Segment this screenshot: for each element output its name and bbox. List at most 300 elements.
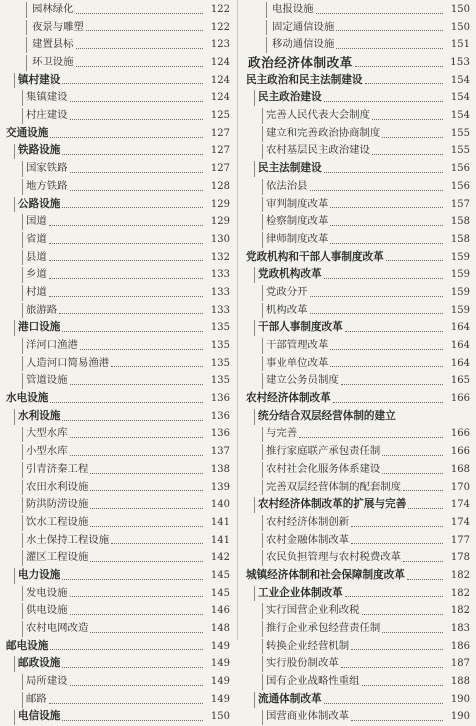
dot-leader: [50, 402, 203, 403]
dot-leader: [330, 225, 443, 226]
dot-leader: [403, 561, 443, 562]
toc-entry-title: 事业单位改革: [244, 355, 330, 373]
toc-entry-page: 124: [206, 54, 230, 72]
toc-entry-page: 166: [446, 425, 470, 443]
dot-leader: [330, 207, 443, 208]
toc-entry[interactable]: [4, 319, 230, 337]
toc-entry-title: 邮电设施: [4, 638, 50, 656]
toc-entry-title: 农田水利设施: [4, 479, 90, 497]
toc-right-column: [244, 1, 470, 726]
toc-entry-title: 引青济秦工程: [4, 461, 90, 479]
toc-entry-page: 146: [206, 602, 230, 620]
toc-entry-title: 农村基层民主政治建设: [244, 142, 372, 160]
toc-entry-page: 148: [206, 620, 230, 638]
dot-leader: [336, 30, 443, 31]
toc-entry[interactable]: [4, 178, 230, 196]
dot-leader: [330, 366, 443, 367]
toc-entry-title: 集镇建设: [4, 89, 70, 107]
toc-entry-page: 135: [206, 355, 230, 373]
toc-entry[interactable]: [4, 143, 230, 161]
toc-entry[interactable]: [4, 426, 230, 444]
dot-leader: [80, 349, 203, 350]
toc-entry[interactable]: [244, 514, 470, 532]
toc-entry[interactable]: [4, 89, 230, 107]
toc-entry-title: 电信设施: [4, 708, 62, 726]
dot-leader: [90, 526, 203, 527]
dot-leader: [310, 296, 443, 297]
dot-leader: [324, 703, 443, 704]
toc-entry[interactable]: [4, 249, 230, 267]
dot-leader: [355, 66, 443, 67]
toc-entry-page: 150: [446, 19, 470, 37]
toc-entry[interactable]: [244, 673, 470, 691]
toc-entry[interactable]: [244, 532, 470, 550]
toc-entry[interactable]: [4, 372, 230, 390]
toc-entry-title: 局所建设: [4, 673, 70, 691]
dot-leader: [50, 649, 203, 650]
toc-entry-page: 153: [446, 54, 470, 72]
toc-entry[interactable]: [244, 355, 470, 373]
dot-leader: [382, 632, 443, 633]
toc-entry-page: 165: [446, 372, 470, 390]
toc-entry[interactable]: [244, 125, 470, 143]
toc-entry[interactable]: [4, 160, 230, 178]
toc-entry[interactable]: [244, 638, 470, 656]
toc-entry-page: 135: [206, 372, 230, 390]
dot-leader: [90, 473, 203, 474]
toc-entry-page: 178: [446, 549, 470, 567]
dot-leader: [310, 190, 443, 191]
dot-leader: [362, 685, 443, 686]
toc-entry-page: 139: [206, 479, 230, 497]
toc-entry-title: 港口设施: [4, 319, 62, 337]
toc-entry-page: 133: [206, 284, 230, 302]
toc-entry[interactable]: [244, 620, 470, 638]
dot-leader: [70, 172, 203, 173]
toc-entry-title: 乡道: [4, 266, 49, 284]
toc-entry-page: 182: [446, 602, 470, 620]
toc-entry-title: 电力设施: [4, 567, 62, 585]
toc-entry-title: 实行股份制改革: [244, 655, 341, 673]
toc-entry[interactable]: [244, 231, 470, 249]
dot-leader: [49, 243, 203, 244]
toc-entry-page: 125: [206, 107, 230, 125]
toc-entry-page: 182: [446, 567, 470, 585]
toc-entry-title: 环卫设施: [4, 54, 76, 72]
toc-entry[interactable]: [244, 426, 470, 444]
toc-entry[interactable]: [244, 302, 470, 320]
dot-leader: [70, 119, 203, 120]
dot-leader: [330, 243, 443, 244]
toc-entry-page: 174: [446, 514, 470, 532]
toc-entry-title: 铁路设施: [4, 142, 62, 160]
toc-entry-page: 145: [206, 567, 230, 585]
dot-leader: [62, 331, 203, 332]
toc-entry-page: 122: [206, 19, 230, 37]
toc-entry[interactable]: [4, 337, 230, 355]
dot-leader: [351, 720, 443, 721]
toc-entry[interactable]: [4, 567, 230, 585]
toc-entry[interactable]: [4, 196, 230, 214]
toc-entry[interactable]: [244, 567, 470, 585]
toc-entry-title: 园林绿化: [4, 1, 76, 19]
toc-entry-page: 164: [446, 337, 470, 355]
toc-entry-title: 农村金融体制改革: [244, 532, 351, 550]
toc-entry[interactable]: [4, 408, 230, 426]
dot-leader: [362, 614, 443, 615]
toc-entry-page: 149: [206, 638, 230, 656]
toc-entry-page: 130: [206, 231, 230, 249]
toc-entry-page: 186: [446, 638, 470, 656]
toc-entry[interactable]: [4, 302, 230, 320]
toc-entry[interactable]: [244, 655, 470, 673]
toc-entry[interactable]: [244, 36, 470, 54]
toc-entry-title: 完善双层经营体制的配套制度: [244, 479, 403, 497]
dot-leader: [70, 455, 203, 456]
toc-entry[interactable]: [4, 461, 230, 479]
dot-leader: [382, 137, 443, 138]
toc-entry-page: 156: [446, 160, 470, 178]
toc-entry[interactable]: [4, 390, 230, 408]
toc-entry[interactable]: [244, 213, 470, 231]
toc-entry-title: 律师制度改革: [244, 231, 330, 249]
toc-entry-title: 发电设施: [4, 585, 70, 603]
toc-entry-title: 农民负担管理与农村税费改革: [244, 549, 403, 567]
toc-entry-page: 157: [446, 196, 470, 214]
toc-entry-page: 127: [206, 125, 230, 143]
toc-entry-page: 133: [206, 302, 230, 320]
toc-entry[interactable]: [244, 143, 470, 161]
dot-leader: [50, 137, 203, 138]
toc-entry-page: 168: [446, 461, 470, 479]
dot-leader: [324, 278, 443, 279]
toc-entry-title: 水土保持工程设施: [4, 532, 111, 550]
toc-entry-page: 166: [446, 443, 470, 461]
dot-leader: [86, 30, 203, 31]
dot-leader: [49, 225, 203, 226]
toc-entry-title: 村道: [4, 284, 49, 302]
dot-leader: [324, 172, 443, 173]
toc-entry-title: 推行家庭联产承包责任制: [244, 443, 382, 461]
dot-leader: [345, 331, 443, 332]
toc-entry[interactable]: [244, 196, 470, 214]
toc-entry-title: 统分结合双层经营体制的建立: [244, 408, 398, 426]
toc-entry-title: 建立公务员制度: [244, 372, 341, 390]
toc-entry-title: 审判制度改革: [244, 196, 330, 214]
dot-leader: [111, 366, 203, 367]
dot-leader: [62, 720, 203, 721]
dot-leader: [341, 384, 443, 385]
toc-entry-title: 机构改革: [244, 302, 310, 320]
toc-entry-page: 155: [446, 142, 470, 160]
toc-left-column: [4, 1, 230, 726]
dot-leader: [407, 579, 443, 580]
toc-entry[interactable]: [244, 549, 470, 567]
dot-leader: [351, 526, 443, 527]
toc-entry[interactable]: [244, 408, 470, 426]
toc-entry-title: 公路设施: [4, 196, 62, 214]
toc-entry[interactable]: [244, 390, 470, 408]
dot-leader: [351, 649, 443, 650]
toc-entry-title: 政治经济体制改革: [244, 54, 355, 72]
toc-entry[interactable]: [4, 479, 230, 497]
toc-entry[interactable]: [4, 549, 230, 567]
dot-leader: [330, 349, 443, 350]
dot-leader: [365, 83, 443, 84]
toc-entry-page: 141: [206, 532, 230, 550]
toc-entry-title: 工业企业体制改革: [244, 585, 345, 603]
toc-entry[interactable]: [244, 319, 470, 337]
toc-entry-title: 村庄建设: [4, 107, 70, 125]
toc-entry-title: 省道: [4, 231, 49, 249]
toc-entry-title: 旅游路: [4, 302, 59, 320]
toc-entry[interactable]: [4, 620, 230, 638]
toc-entry-page: 138: [206, 461, 230, 479]
toc-entry[interactable]: [4, 19, 230, 37]
toc-entry-page: 140: [206, 496, 230, 514]
toc-entry-page: 164: [446, 319, 470, 337]
toc-entry-page: 159: [446, 284, 470, 302]
dot-leader: [70, 685, 203, 686]
toc-entry-title: 电报设施: [244, 1, 316, 19]
toc-entry-title: 与完善: [244, 425, 299, 443]
toc-entry[interactable]: [244, 372, 470, 390]
dot-leader: [70, 614, 203, 615]
toc-entry-page: 159: [446, 302, 470, 320]
toc-entry-title: 农村经济体制改革的扩展与完善: [244, 496, 408, 514]
toc-entry[interactable]: [4, 54, 230, 72]
toc-entry[interactable]: [4, 36, 230, 54]
toc-entry-page: 158: [446, 213, 470, 231]
toc-entry-page: 149: [206, 673, 230, 691]
toc-entry[interactable]: [244, 19, 470, 37]
toc-entry[interactable]: [244, 178, 470, 196]
toc-entry-title: 国家铁路: [4, 160, 70, 178]
toc-entry-page: 151: [446, 36, 470, 54]
toc-entry-page: 154: [446, 72, 470, 90]
toc-entry-page: 124: [206, 89, 230, 107]
toc-entry[interactable]: [244, 1, 470, 19]
toc-entry[interactable]: [4, 355, 230, 373]
toc-entry[interactable]: [4, 72, 230, 90]
toc-entry-title: 防洪防涝设施: [4, 496, 90, 514]
toc-entry[interactable]: [4, 125, 230, 143]
toc-entry[interactable]: [244, 249, 470, 267]
toc-entry[interactable]: [244, 585, 470, 603]
toc-entry-title: 国营商业体制改革: [244, 708, 351, 726]
toc-entry[interactable]: [4, 213, 230, 231]
toc-entry-page: 145: [206, 585, 230, 603]
toc-entry[interactable]: [4, 585, 230, 603]
toc-entry[interactable]: [4, 266, 230, 284]
toc-entry-title: 国道: [4, 213, 49, 231]
dot-leader: [408, 508, 443, 509]
toc-entry-page: 166: [446, 390, 470, 408]
toc-entry[interactable]: [244, 54, 470, 72]
dot-leader: [70, 190, 203, 191]
dot-leader: [76, 48, 203, 49]
dot-leader: [333, 402, 443, 403]
toc-entry-page: 182: [446, 585, 470, 603]
toc-entry[interactable]: [244, 602, 470, 620]
toc-entry-title: 农村社会化服务体系建设: [244, 461, 382, 479]
toc-entry-page: 127: [206, 160, 230, 178]
toc-entry-page: 129: [206, 213, 230, 231]
toc-entry[interactable]: [4, 691, 230, 709]
toc-entry-title: 地方铁路: [4, 178, 70, 196]
dot-leader: [372, 119, 443, 120]
toc-entry[interactable]: [4, 673, 230, 691]
dot-leader: [382, 455, 443, 456]
toc-entry[interactable]: [244, 89, 470, 107]
toc-entry-title: 人造河口简易渔港: [4, 355, 111, 373]
toc-entry[interactable]: [4, 496, 230, 514]
toc-entry-title: 饮水工程设施: [4, 514, 90, 532]
toc-entry-page: 123: [206, 36, 230, 54]
toc-entry[interactable]: [4, 709, 230, 726]
dot-leader: [49, 260, 203, 261]
toc-entry[interactable]: [244, 709, 470, 726]
toc-entry-title: 水电设施: [4, 390, 50, 408]
dot-leader: [310, 313, 443, 314]
toc-entry[interactable]: [4, 532, 230, 550]
toc-entry-title: 党政机构和干部人事制度改革: [244, 249, 386, 267]
toc-entry-title: 水利设施: [4, 408, 62, 426]
dot-leader: [90, 508, 203, 509]
toc-entry-title: 农村经济体制改革: [244, 390, 333, 408]
toc-entry-title: 小型水库: [4, 443, 70, 461]
toc-entry-title: 农村电网改造: [4, 620, 90, 638]
toc-entry[interactable]: [4, 638, 230, 656]
dot-leader: [403, 490, 443, 491]
toc-entry-title: 实行国营企业利改税: [244, 602, 362, 620]
toc-entry-title: 邮路: [4, 691, 49, 709]
toc-entry-page: 128: [206, 178, 230, 196]
dot-leader: [324, 101, 443, 102]
dot-leader: [49, 703, 203, 704]
toc-entry-title: 大型水库: [4, 425, 70, 443]
toc-entry[interactable]: [244, 479, 470, 497]
toc-entry-title: 管道设施: [4, 372, 70, 390]
dot-leader: [70, 101, 203, 102]
toc-entry[interactable]: [4, 655, 230, 673]
toc-entry-title: 夜景与雕塑: [4, 19, 86, 37]
toc-entry[interactable]: [4, 284, 230, 302]
toc-entry[interactable]: [244, 461, 470, 479]
toc-entry-page: 136: [206, 425, 230, 443]
toc-entry-page: 133: [206, 266, 230, 284]
toc-entry-title: 供电设施: [4, 602, 70, 620]
toc-entry[interactable]: [244, 691, 470, 709]
dot-leader: [70, 384, 203, 385]
dot-leader: [382, 473, 443, 474]
toc-entry-page: 190: [446, 691, 470, 709]
toc-entry[interactable]: [4, 602, 230, 620]
toc-entry-title: 民主法制建设: [244, 160, 324, 178]
dot-leader: [341, 667, 443, 668]
toc-entry-page: 135: [206, 337, 230, 355]
dot-leader: [76, 13, 203, 14]
dot-leader: [386, 260, 443, 261]
toc-entry-title: 灌区工程设施: [4, 549, 90, 567]
toc-entry[interactable]: [4, 107, 230, 125]
toc-entry-page: 190: [446, 708, 470, 726]
dot-leader: [336, 48, 443, 49]
toc-entry-title: 县道: [4, 249, 49, 267]
toc-entry-title: 依法治县: [244, 178, 310, 196]
toc-entry-page: 142: [206, 549, 230, 567]
toc-entry[interactable]: [4, 443, 230, 461]
dot-leader: [49, 278, 203, 279]
toc-entry-title: 转换企业经营机制: [244, 638, 351, 656]
toc-entry[interactable]: [244, 284, 470, 302]
toc-entry[interactable]: [244, 496, 470, 514]
dot-leader: [62, 207, 203, 208]
toc-entry-page: 154: [446, 89, 470, 107]
dot-leader: [62, 579, 203, 580]
toc-entry-page: 183: [446, 620, 470, 638]
toc-entry-page: 188: [446, 673, 470, 691]
dot-leader: [90, 632, 203, 633]
toc-entry-title: 干部人事制度改革: [244, 319, 345, 337]
toc-entry-page: 136: [206, 390, 230, 408]
toc-entry-page: 141: [206, 514, 230, 532]
toc-entry-title: 固定通信设施: [244, 19, 336, 37]
toc-entry[interactable]: [244, 72, 470, 90]
toc-entry-page: 136: [206, 408, 230, 426]
toc-entry-title: 国有企业战略性重组: [244, 673, 362, 691]
toc-entry-page: 129: [206, 196, 230, 214]
toc-entry-page: 159: [446, 266, 470, 284]
dot-leader: [59, 313, 203, 314]
dot-leader: [111, 543, 203, 544]
toc-entry-title: 洋河口渔港: [4, 337, 80, 355]
toc-entry[interactable]: [244, 443, 470, 461]
toc-entry-title: 交通设施: [4, 125, 50, 143]
toc-entry-page: 137: [206, 443, 230, 461]
toc-entry-page: 158: [446, 231, 470, 249]
dot-leader: [70, 596, 203, 597]
toc-entry-page: 187: [446, 655, 470, 673]
toc-entry[interactable]: [4, 1, 230, 19]
dot-leader: [316, 13, 443, 14]
toc-entry-page: 149: [206, 655, 230, 673]
dot-leader: [90, 561, 203, 562]
dot-leader: [62, 667, 203, 668]
toc-entry-title: 邮政设施: [4, 655, 62, 673]
toc-entry[interactable]: [4, 231, 230, 249]
toc-entry-title: 推行企业承包经营责任制: [244, 620, 382, 638]
toc-entry[interactable]: [244, 337, 470, 355]
toc-entry-page: 150: [446, 1, 470, 19]
toc-entry-page: 177: [446, 532, 470, 550]
toc-entry-page: 155: [446, 125, 470, 143]
toc-entry-title: 建置县标: [4, 36, 76, 54]
toc-entry-title: 镇村建设: [4, 72, 62, 90]
toc-entry-title: 检察制度改革: [244, 213, 330, 231]
toc-entry-title: 城镇经济体制和社会保障制度改革: [244, 567, 407, 585]
toc-entry-page: 135: [206, 319, 230, 337]
toc-entry-page: 149: [206, 691, 230, 709]
toc-entry-page: 154: [446, 107, 470, 125]
toc-entry-title: 建立和完善政治协商制度: [244, 125, 382, 143]
dot-leader: [70, 437, 203, 438]
toc-entry[interactable]: [4, 514, 230, 532]
toc-entry[interactable]: [244, 266, 470, 284]
toc-entry-title: 干部管理改革: [244, 337, 330, 355]
toc-entry[interactable]: [244, 107, 470, 125]
toc-entry[interactable]: [244, 160, 470, 178]
